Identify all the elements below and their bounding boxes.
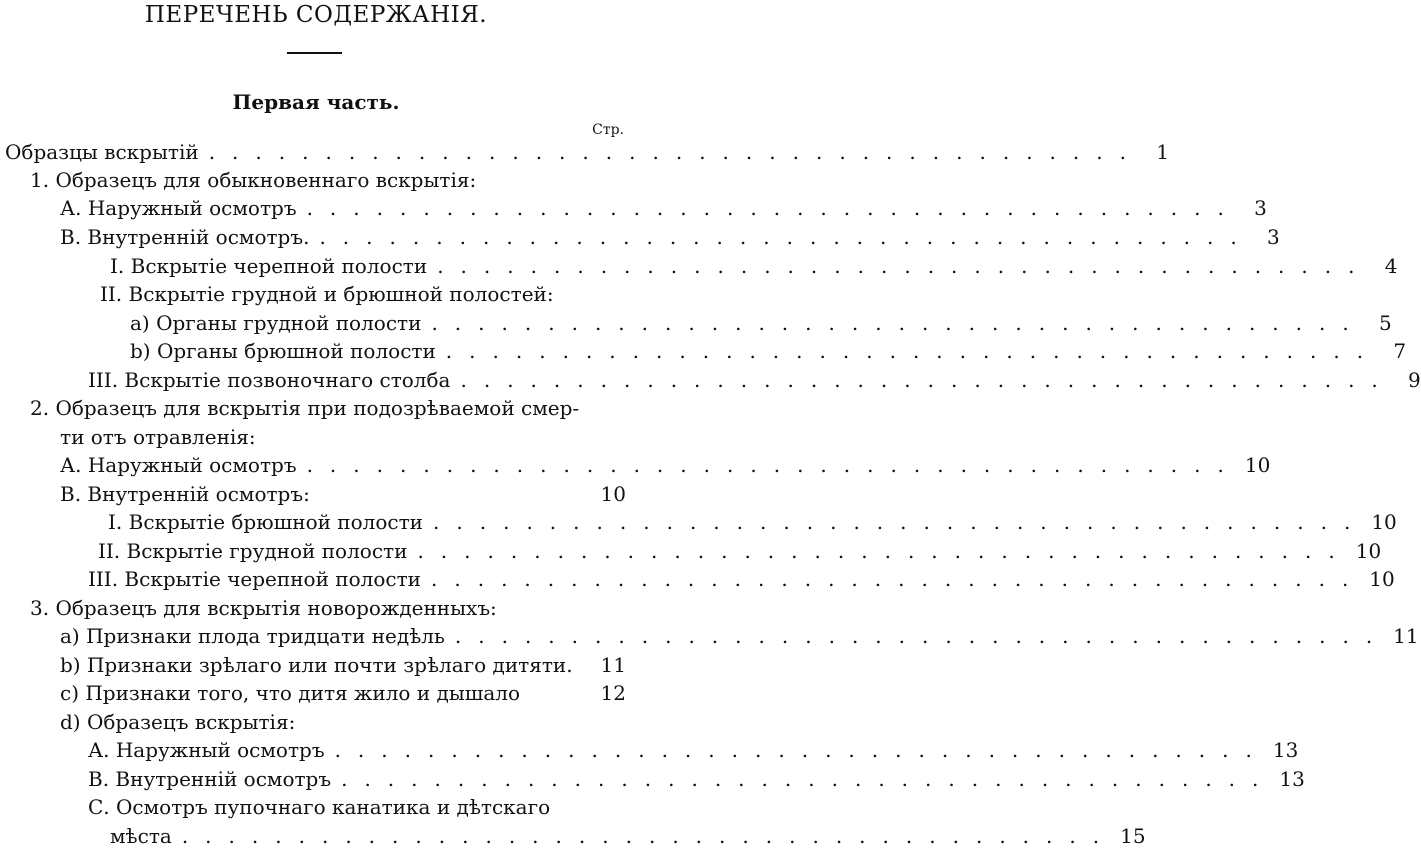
toc-entry-page: 3 — [1254, 196, 1267, 220]
toc-entry — [0, 311, 1392, 339]
toc-entry — [0, 482, 626, 510]
toc-entry-title: 2. Образецъ для вскрытія при подозрѣваемой смер- — [30, 396, 580, 420]
toc-entry-title: В. Внутренній осмотръ. — [60, 225, 310, 249]
toc-entry — [0, 225, 1280, 253]
toc-entry-page: 15 — [1120, 824, 1146, 848]
toc-entry-page: 10 — [600, 482, 626, 506]
dot-leader: ........................................ — [208, 140, 1143, 164]
toc-entry-page: 3 — [1267, 225, 1280, 249]
dot-leader: ........................................ — [319, 225, 1254, 249]
toc-entry-page: 10 — [1369, 567, 1395, 591]
toc-entry — [0, 453, 1271, 481]
toc-entry-page: 5 — [1379, 311, 1392, 335]
dot-leader: ........................................ — [431, 311, 1366, 335]
toc-entry — [0, 653, 626, 681]
toc-entry-page: 7 — [1393, 339, 1407, 363]
toc-entry-page: 9 — [1408, 368, 1421, 392]
toc-entry-title: ІІ. Вскрытіе грудной полости — [98, 539, 408, 563]
dot-leader: ........................................ — [433, 510, 1368, 534]
toc-entry — [0, 795, 626, 823]
dot-leader: ........................................ — [341, 767, 1276, 791]
toc-entry — [0, 539, 1382, 567]
toc-entry-title: a) Органы грудной полости — [130, 311, 422, 335]
dot-leader: ........................................ — [460, 368, 1395, 392]
part-heading: Первая часть. — [232, 90, 400, 114]
toc-entry — [0, 339, 1407, 367]
toc-entry-title: А. Наружный осмотръ — [60, 196, 297, 220]
toc-entry-title: ІІІ. Вскрытіе позвоночнаго столба — [88, 368, 451, 392]
toc-entry-title: С. Осмотръ пупочнаго канатика и дѣтскаго — [88, 795, 551, 819]
toc-entry-page: 4 — [1384, 254, 1398, 278]
toc-entry — [0, 624, 1419, 652]
toc-entry-page: 10 — [1371, 510, 1397, 534]
toc-entry-title: ІІ. Вскрытіе грудной и брюшной полостей: — [100, 282, 554, 306]
toc-entry-page: 12 — [600, 681, 626, 705]
toc-entry — [0, 168, 626, 196]
toc-entry-title: d) Образецъ вскрытія: — [60, 710, 296, 734]
dot-leader: ........................................ — [431, 567, 1366, 591]
dot-leader: ........................................ — [454, 624, 1390, 648]
toc-entry-title: ти отъ отравленія: — [60, 425, 256, 449]
toc-entry — [0, 396, 626, 424]
toc-entry — [0, 510, 1397, 538]
toc-entry-title: ІІІ. Вскрытіе черепной полости — [88, 567, 421, 591]
dot-leader: ........................................ — [306, 453, 1241, 477]
dot-leader: ........................................ — [417, 539, 1352, 563]
toc-entry-title: 1. Образецъ для обыкновеннаго вскрытія: — [30, 168, 477, 192]
toc-entry — [0, 681, 626, 709]
toc-entry-title: мѣста — [110, 824, 172, 848]
toc-entry — [0, 767, 1305, 795]
page-column-label: Стр. — [592, 122, 624, 138]
toc-entry-title: 3. Образецъ для вскрытія новорожденныхъ: — [30, 596, 497, 620]
toc-entry-title: b) Органы брюшной полости — [130, 339, 436, 363]
page-title: ПЕРЕЧЕНЬ СОДЕРЖАНІЯ. — [144, 2, 488, 28]
dot-leader: ........................................ — [306, 196, 1241, 220]
toc-entry-title: a) Признаки плода тридцати недѣль — [60, 624, 445, 648]
toc-entry-title: Образцы вскрытій — [5, 140, 199, 164]
dot-leader: ........................................ — [334, 738, 1269, 762]
toc-entry-title: c) Признаки того, что дитя жило и дышало — [60, 681, 521, 705]
toc-entry-title: b) Признаки зрѣлаго или почти зрѣлаго дитяти. — [60, 653, 573, 677]
toc-entry-title: А. Наружный осмотръ — [88, 738, 325, 762]
toc-entry-title: В. Внутренній осмотръ — [88, 767, 332, 791]
toc-entry-page: 13 — [1279, 767, 1305, 791]
toc-entry — [0, 368, 1421, 396]
toc-entry — [0, 282, 626, 310]
toc-entry-title: І. Вскрытіе черепной полости — [110, 254, 428, 278]
toc-entry-title: А. Наружный осмотръ — [60, 453, 297, 477]
toc-entry-page: 1 — [1156, 140, 1169, 164]
toc-entry — [0, 425, 626, 453]
toc-entry — [0, 710, 626, 738]
toc-entry-page: 11 — [1393, 624, 1419, 648]
toc-entry-title: В. Внутренній осмотръ: — [60, 482, 310, 506]
title-divider — [287, 52, 342, 54]
toc-entry-page: 10 — [1355, 539, 1382, 563]
toc-entry-page: 11 — [600, 653, 626, 677]
toc-entry-page: 13 — [1272, 738, 1299, 762]
toc-entry — [0, 196, 1267, 224]
toc-entry — [0, 140, 1169, 168]
toc-entry — [0, 254, 1398, 282]
dot-leader: ........................................ — [437, 254, 1372, 278]
dot-leader: ........................................ — [445, 339, 1381, 363]
toc-entry — [0, 567, 1395, 595]
toc-entry — [0, 596, 626, 624]
dot-leader: ........................................ — [181, 824, 1117, 848]
toc-entry — [0, 824, 1146, 852]
toc-entry-page: 10 — [1244, 453, 1271, 477]
toc-entry-title: І. Вскрытіе брюшной полости — [108, 510, 424, 534]
toc-entry — [0, 738, 1299, 766]
